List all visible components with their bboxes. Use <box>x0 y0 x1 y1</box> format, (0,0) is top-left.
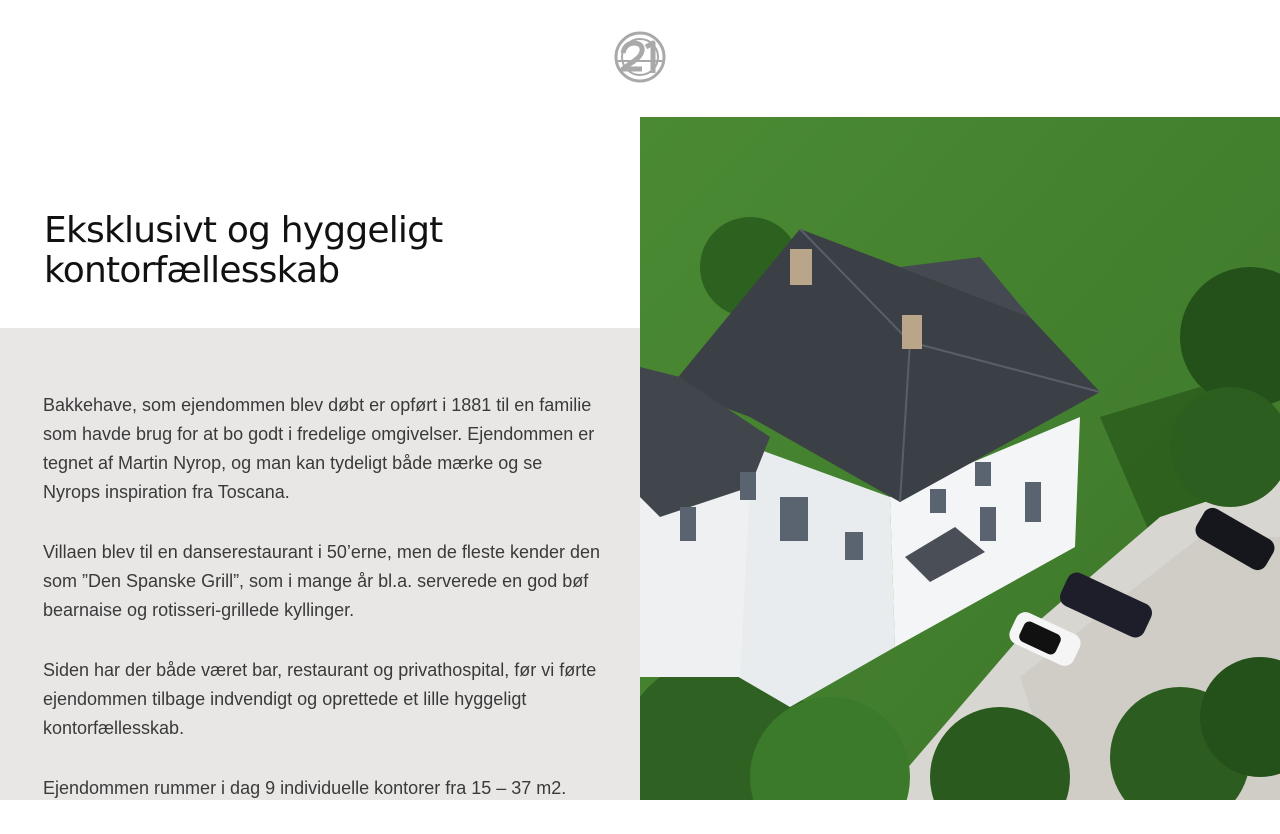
description-text <box>43 391 603 834</box>
page-title-line-2: kontorfællesskab <box>44 250 340 291</box>
logo-icon <box>613 31 667 83</box>
aerial-villa-photo-icon <box>640 117 1280 800</box>
paragraph-offices: Ejendommen rummer i dag 9 individuelle kontorer fra 15 – 37 m2. <box>43 778 567 798</box>
paragraph-today: Siden har der både været bar, restaurant og privathospital, før vi førte ejendommen tilbage indvendigt og oprettede et lille hyggeligt kontorfællesskab. <box>43 660 597 738</box>
logo-link[interactable] <box>613 31 667 83</box>
page-title <box>44 211 604 291</box>
paragraph-history: Bakkehave, som ejendommen blev døbt er opført i 1881 til en familie som havde brug for at bo godt i fredelige omgivelser. Ejendommen er tegnet af Martin Nyrop, og man kan tydeligt både mærke og se Nyrops inspiration fra Toscana. <box>43 395 595 502</box>
description-panel <box>0 328 640 800</box>
hero-title-panel <box>0 117 640 328</box>
villa-aerial-photo <box>640 117 1280 800</box>
paragraph-restaurant: Villaen blev til en danserestaurant i 50’erne, men de fleste kender den som ”Den Spanske Grill”, som i mange år bl.a. serverede en god bøf bearnaise og rotisseri-grillede kyllinger. <box>43 542 601 620</box>
site-header <box>0 0 1280 117</box>
page-title-line-1: Eksklusivt og hyggeligt <box>44 210 443 251</box>
